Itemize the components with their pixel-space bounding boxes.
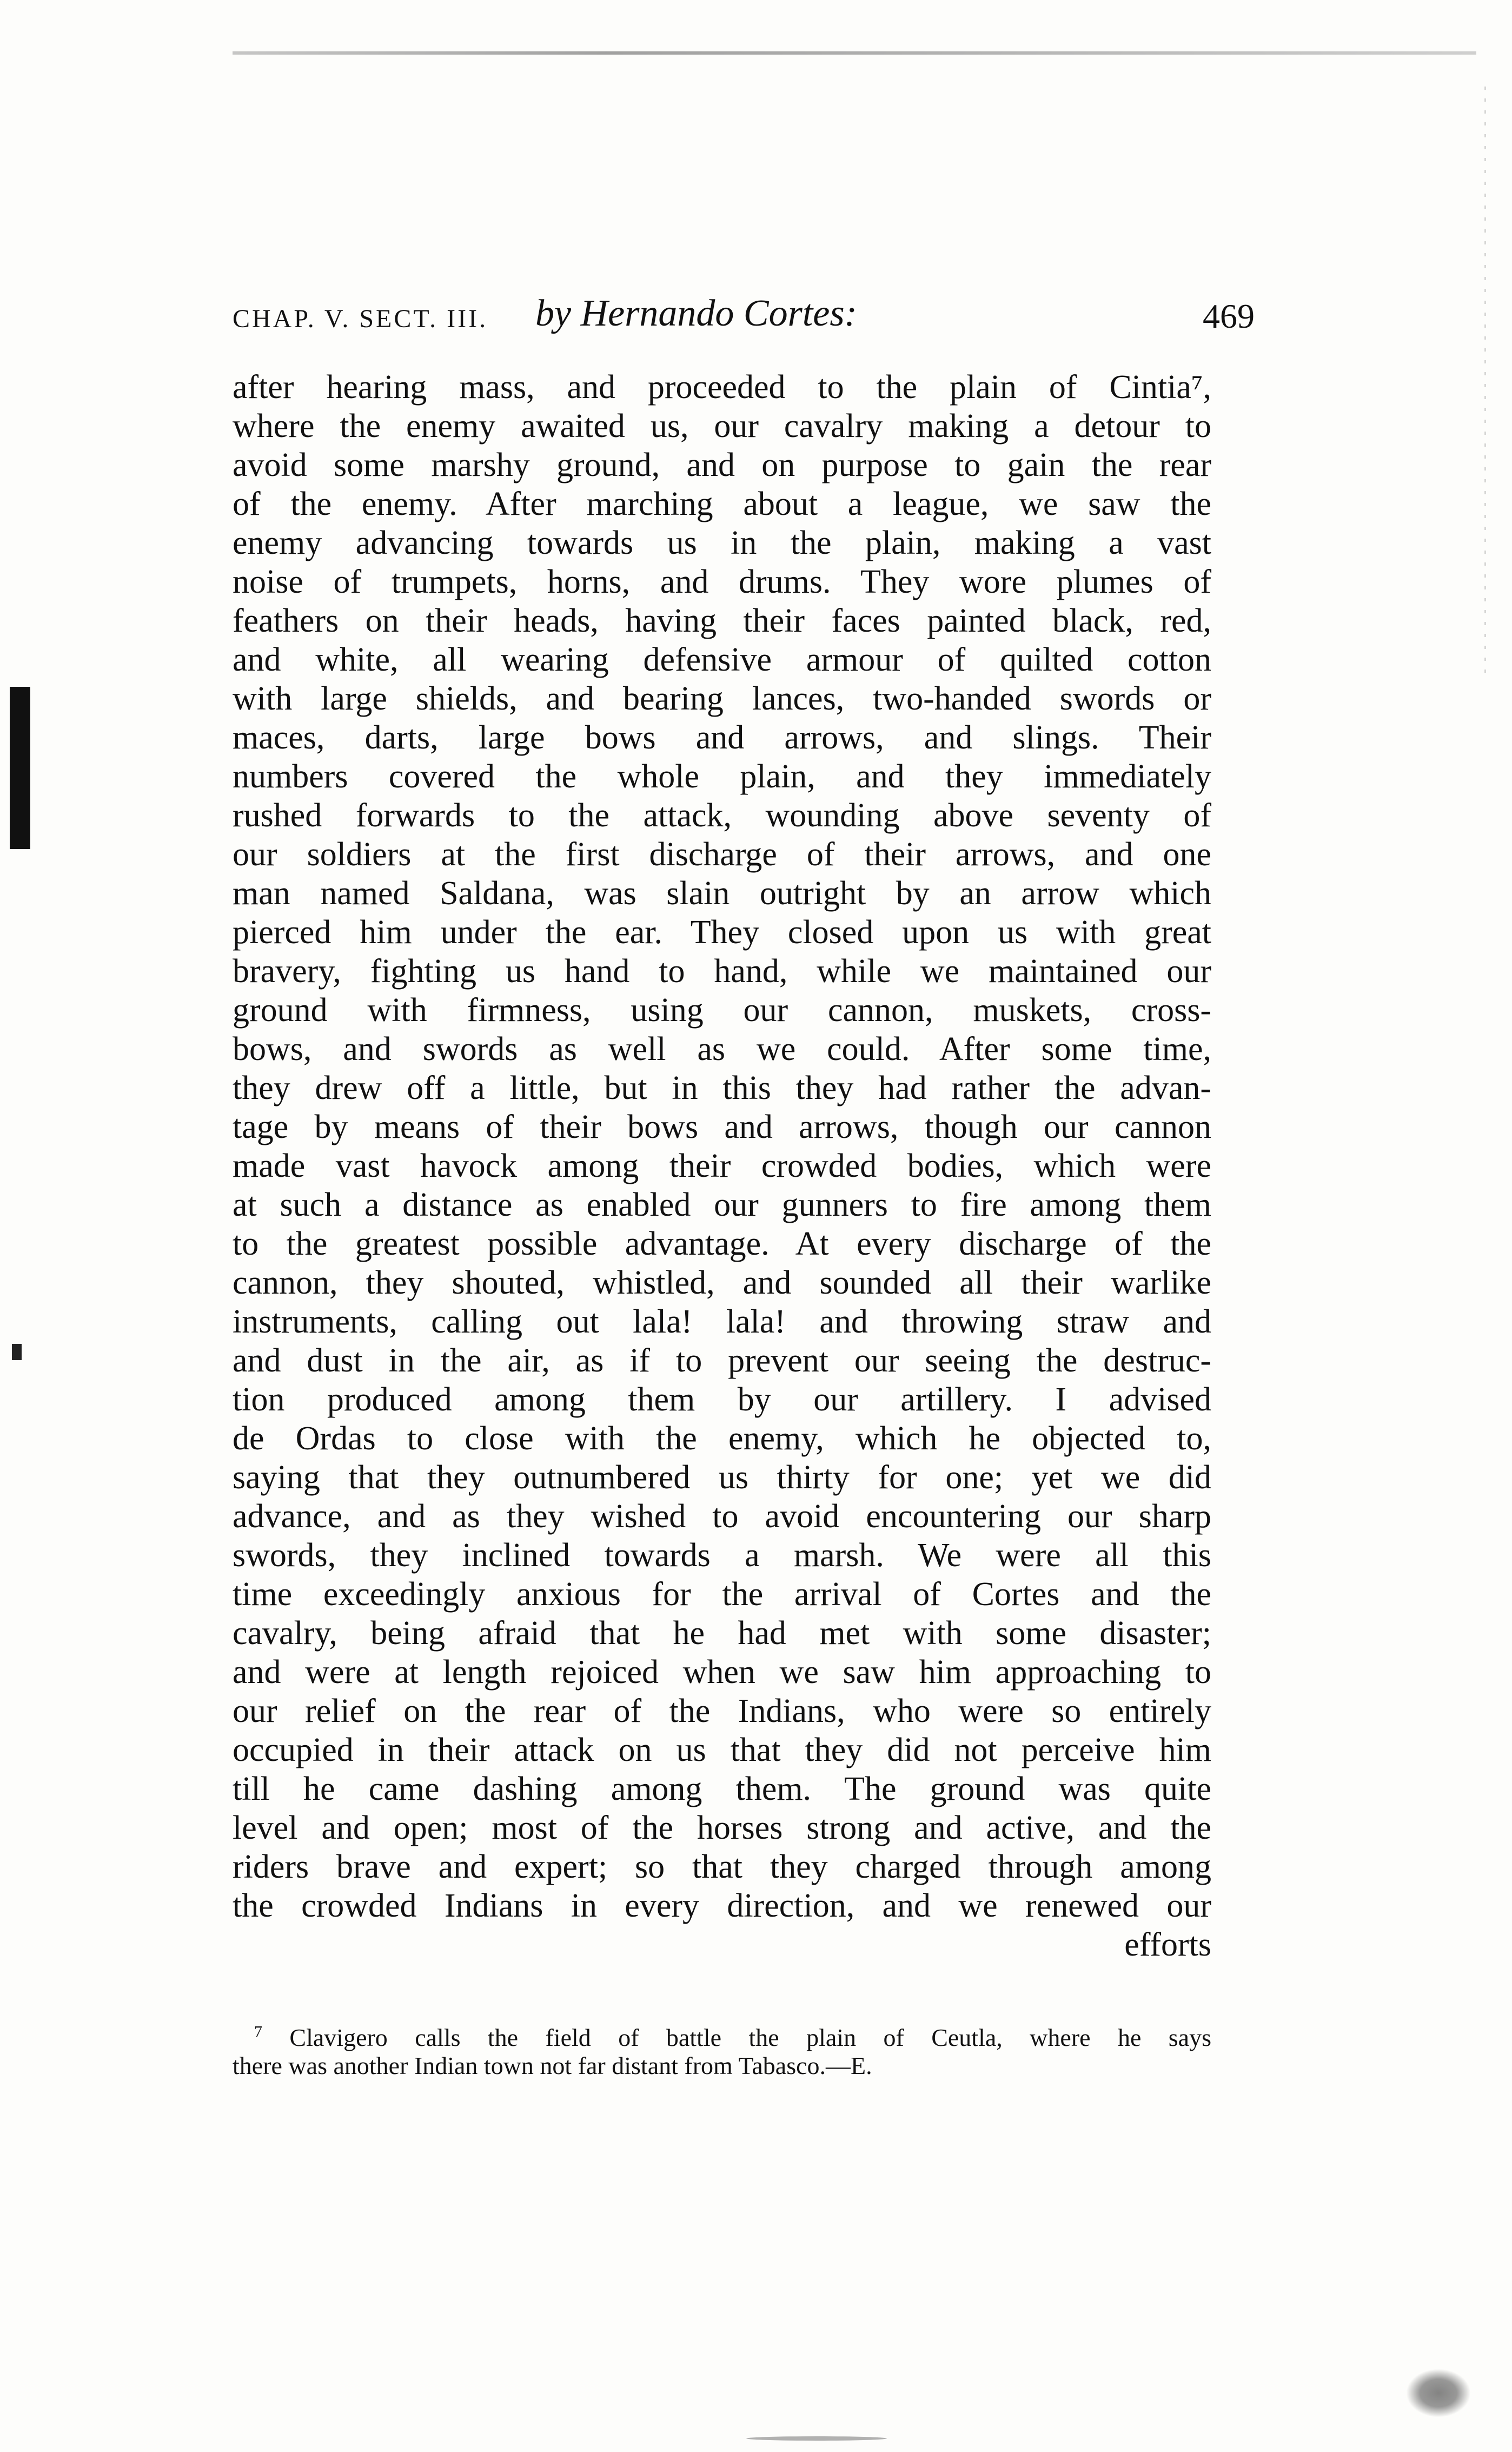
text-line: our relief on the rear of the Indians, who were so entirely: [233, 1693, 1211, 1729]
text-line: they drew off a little, but in this they had rather the advan-: [233, 1070, 1211, 1106]
chapter-section-label: CHAP. V. SECT. III.: [233, 304, 488, 333]
text-line: numbers covered the whole plain, and they immediately: [233, 758, 1211, 795]
text-line: of the enemy. After marching about a league, we saw the: [233, 486, 1211, 522]
scan-smudge: [746, 2436, 887, 2441]
scan-edge-mark: [1484, 87, 1486, 681]
body-text: [233, 368, 1211, 1964]
text-line: feathers on their heads, having their faces painted black, red,: [233, 602, 1211, 639]
text-line: swords, they inclined towards a marsh. We were all this: [233, 1537, 1211, 1574]
footnote-line: there was another Indian town not far distant from Tabasco.—E.: [233, 2052, 872, 2079]
text-line: made vast havock among their crowded bodies, which were: [233, 1148, 1211, 1184]
text-line: instruments, calling out lala! lala! and throwing straw and: [233, 1303, 1211, 1340]
catchword: efforts: [1124, 1926, 1211, 1963]
text-line: to the greatest possible advantage. At every discharge of the: [233, 1225, 1211, 1262]
text-line: de Ordas to close with the enemy, which he objected to,: [233, 1420, 1211, 1457]
text-line: level and open; most of the horses strong and active, and the: [233, 1810, 1211, 1846]
text-line: enemy advancing towards us in the plain, making a vast: [233, 525, 1211, 561]
text-line: cannon, they shouted, whistled, and sounded all their warlike: [233, 1264, 1211, 1301]
scan-binding-mark: [10, 687, 30, 849]
text-line: advance, and as they wished to avoid encountering our sharp: [233, 1498, 1211, 1535]
text-line: tage by means of their bows and arrows, though our cannon: [233, 1109, 1211, 1145]
scan-dot-mark: [12, 1344, 22, 1360]
text-line: till he came dashing among them. The ground was quite: [233, 1771, 1211, 1807]
text-line: saying that they outnumbered us thirty for one; yet we did: [233, 1459, 1211, 1496]
text-line: at such a distance as enabled our gunners to fire among them: [233, 1187, 1211, 1223]
footnote-text-1: Clavigero calls the field of battle the plain of Ceutla, where he says: [289, 2024, 1211, 2051]
text-line: and white, all wearing defensive armour of quilted cotton: [233, 641, 1211, 678]
text-line: the crowded Indians in every direction, and we renewed our: [233, 1887, 1211, 1924]
text-line: noise of trumpets, horns, and drums. They wore plumes of: [233, 564, 1211, 600]
text-line: rushed forwards to the attack, wounding above seventy of: [233, 797, 1211, 834]
page-number: 469: [1203, 297, 1255, 335]
text-line: occupied in their attack on us that they did not perceive him: [233, 1732, 1211, 1768]
footnote-line: [233, 2024, 1211, 2052]
text-line: tion produced among them by our artillery. I advised: [233, 1381, 1211, 1418]
text-line: riders brave and expert; so that they charged through among: [233, 1848, 1211, 1885]
text-line: after hearing mass, and proceeded to the plain of Cintia⁷,: [233, 369, 1211, 406]
text-line: where the enemy awaited us, our cavalry making a detour to: [233, 408, 1211, 445]
text-line: and were at length rejoiced when we saw him approaching to: [233, 1654, 1211, 1691]
text-line: pierced him under the ear. They closed upon us with great: [233, 914, 1211, 951]
scan-corner-mark: [1406, 2369, 1471, 2417]
text-line: bows, and swords as well as we could. After some time,: [233, 1031, 1211, 1068]
text-line: ground with firmness, using our cannon, muskets, cross-: [233, 992, 1211, 1029]
text-line: our soldiers at the first discharge of their arrows, and one: [233, 836, 1211, 873]
footnote-marker: 7: [254, 2023, 262, 2041]
running-title: by Hernando Cortes:: [535, 293, 857, 334]
text-line: cavalry, being afraid that he had met with some disaster;: [233, 1615, 1211, 1652]
text-line: maces, darts, large bows and arrows, and slings. Their: [233, 719, 1211, 756]
text-line: and dust in the air, as if to prevent our seeing the destruc-: [233, 1342, 1211, 1379]
text-line: with large shields, and bearing lances, two-handed swords or: [233, 680, 1211, 717]
text-line: avoid some marshy ground, and on purpose to gain the rear: [233, 447, 1211, 483]
footnote: [233, 2024, 1211, 2080]
text-line: man named Saldana, was slain outright by an arrow which: [233, 875, 1211, 912]
text-line: bravery, fighting us hand to hand, while we maintained our: [233, 953, 1211, 990]
text-line: time exceedingly anxious for the arrival of Cortes and the: [233, 1576, 1211, 1613]
scan-edge-rule: [233, 51, 1476, 55]
running-head: [233, 292, 1255, 341]
